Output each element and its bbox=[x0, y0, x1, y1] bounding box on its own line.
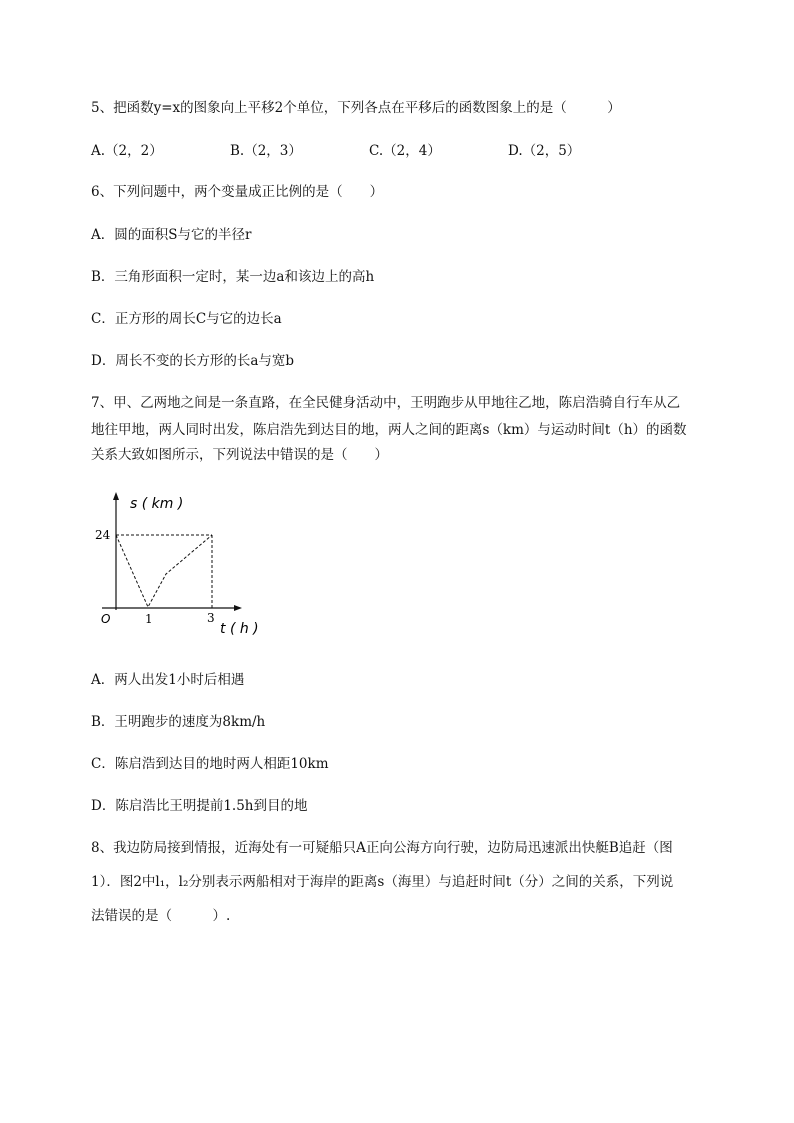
origin-label: O bbox=[101, 612, 111, 626]
x-axis-label: t ( h ) bbox=[220, 621, 259, 637]
q7-option-a: A．两人出发1小时后相遇 bbox=[91, 672, 245, 688]
x-tick-3: 3 bbox=[207, 611, 215, 625]
question-7-stem-line-1: 7、甲、乙两地之间是一条直路，在全民健身活动中，王明跑步从甲地往乙地，陈启浩骑自行车从乙 bbox=[91, 395, 681, 411]
y-axis-arrow bbox=[113, 492, 119, 500]
question-6-stem: 6、下列问题中，两个变量成正比例的是（ ） bbox=[91, 184, 384, 200]
question-8-stem-line-3: 法错误的是（ ）. bbox=[91, 908, 231, 924]
question-7-stem-line-2: 地往甲地，两人同时出发，陈启浩先到达目的地，两人之间的距离s（km）与运动时间t（h）的函数 bbox=[91, 422, 687, 438]
distance-time-graph bbox=[92, 492, 272, 642]
y-tick-24: 24 bbox=[95, 528, 111, 542]
question-5-stem: 5、把函数y=x的图象向上平移2个单位，下列各点在平移后的函数图象上的是（ ） bbox=[91, 100, 621, 116]
question-8-stem-line-2: 1）．图2中l₁，l₂分别表示两船相对于海岸的距离s（海里）与追赶时间t（分）之间的关系，下列说 bbox=[91, 874, 674, 890]
q6-option-a: A．圆的面积S与它的半径r bbox=[91, 227, 252, 243]
question-7-stem-line-3: 关系大致如图所示，下列说法中错误的是（ ） bbox=[91, 447, 388, 463]
q6-option-c: C．正方形的周长C与它的边长a bbox=[91, 311, 282, 327]
q5-option-b: B.（2，3） bbox=[230, 143, 302, 159]
question-8-stem-line-1: 8、我边防局接到情报，近海处有一可疑船只A正向公海方向行驶，边防局迅速派出快艇B追赶（图 bbox=[91, 840, 673, 856]
distance-curve bbox=[116, 535, 212, 607]
y-axis-label: s ( km ) bbox=[130, 496, 184, 512]
q5-option-d: D.（2，5） bbox=[508, 143, 581, 159]
q5-option-c: C.（2，4） bbox=[369, 143, 441, 159]
q7-option-b: B．王明跑步的速度为8km/h bbox=[91, 714, 266, 730]
q6-option-b: B．三角形面积一定时，某一边a和该边上的高h bbox=[91, 269, 375, 285]
q6-option-d: D．周长不变的长方形的长a与宽b bbox=[91, 353, 295, 369]
q7-option-d: D．陈启浩比王明提前1.5h到目的地 bbox=[91, 798, 308, 814]
q5-option-a: A.（2，2） bbox=[91, 143, 163, 159]
q7-option-c: C．陈启浩到达目的地时两人相距10km bbox=[91, 756, 329, 772]
x-axis-arrow bbox=[234, 605, 242, 611]
x-tick-1: 1 bbox=[145, 612, 153, 626]
